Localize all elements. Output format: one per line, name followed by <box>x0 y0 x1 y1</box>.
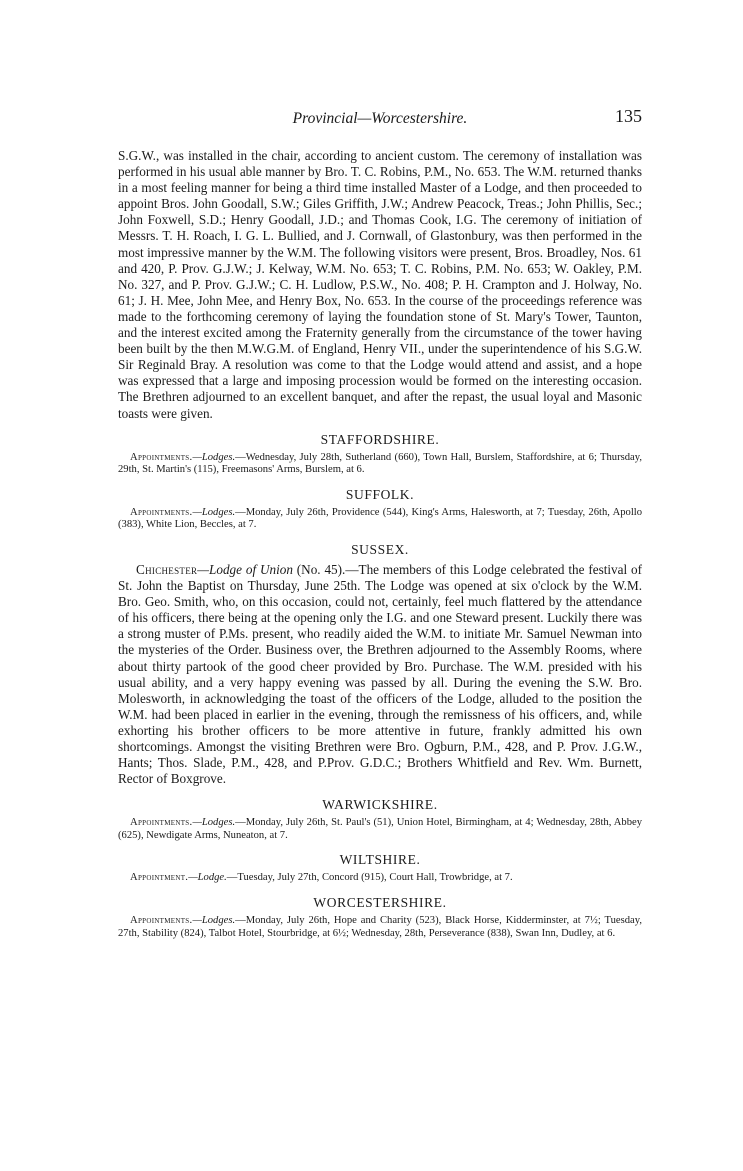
appointments-lead: Appointment. <box>130 872 189 884</box>
heading-suffolk: SUFFOLK. <box>345 486 415 502</box>
appointments-lead: Appointments. <box>130 506 193 518</box>
heading-staffordshire: STAFFORDSHIRE. <box>320 431 440 447</box>
heading-sussex: SUSSEX. <box>351 541 409 557</box>
lodges-label: —Lodges. <box>192 451 236 463</box>
sussex-report <box>118 562 642 787</box>
appointments-text: —Monday, July 26th, Providence (544), King's Arms, Halesworth, at 7; Tuesday, 26th, Apollo (383), White Lion, Beccles, at 7. <box>118 506 642 531</box>
suffolk-appointments <box>118 507 642 532</box>
heading-wiltshire: WILTSHIRE. <box>339 852 421 868</box>
heading-worcestershire: WORCESTERSHIRE. <box>313 895 447 911</box>
appointments-text: —Wednesday, July 28th, Sutherland (660), Town Hall, Burslem, Staffordshire, at 6; Thursday, 29th, St. Martin's (115), Freemasons' Arms, Burslem, at 6. <box>118 451 642 476</box>
appointments-lead: Appointments. <box>130 817 193 829</box>
report-lead: Chichester <box>136 561 198 577</box>
appointments-text: —Tuesday, July 27th, Concord (915), Court Hall, Trowbridge, at 7. <box>226 872 513 884</box>
lodge-label: —Lodge. <box>188 872 227 884</box>
worcestershire-appointments <box>118 915 642 940</box>
lodge-name: —Lodge of Union <box>197 561 293 577</box>
wiltshire-appointments <box>118 872 642 885</box>
lodges-label: —Lodges. <box>192 817 236 829</box>
heading-warwickshire: WARWICKSHIRE. <box>322 797 438 813</box>
report-text: (No. 45).—The members of this Lodge celebrated the festival of St. John the Baptist on Thursday, June 25th. The Lodge was opened at six o'clock by the W.M. Bro. Geo. Smith, who, on this occasion, could not, certainly, feel much flattered by the attendance of his officers, there being at the opening only the I.G. and one Steward present. Luckily there was a strong muster of P.Ms. present, who readily aided the W.M. to initiate Mr. Samuel Newman into the mysteries of the Order. Business over, the Brethren adjourned to the Assembly Rooms, where about thirty partook of the good cheer provided by Bro. Purchase. The W.M. presided with his usual ability, and a very happy evening was passed by all. During the evening the S.W. Bro. Molesworth, in acknowledging the toast of the officers of the Lodge, alluded to the position the W.M. had been placed in earlier in the evening, through the remissness of his officers, and, while exhorting his brother officers to be more attentive in future, frankly admitted his own shortcomings. Amongst the visiting Brethren were Bro. Ogburn, P.M., 428, and P. Prov. J.G.W., Hants; Thos. Slade, P.M., 428, and P.Prov. G.D.C.; Brothers Whitfield and Rev. Wm. Burnett, Rector of Boxgrove. <box>118 561 643 787</box>
page-header <box>118 106 642 132</box>
appointments-text: —Monday, July 26th, St. Paul's (51), Union Hotel, Birmingham, at 4; Wednesday, 28th, Abbey (625), Newdigate Arms, Nuneaton, at 7. <box>118 817 642 841</box>
running-head: Provincial—Worcestershire. <box>292 110 468 127</box>
warwickshire-appointments <box>118 817 642 842</box>
article-body <box>118 148 642 940</box>
staffordshire-appointments <box>118 452 642 477</box>
lodges-label: —Lodges. <box>192 506 236 518</box>
intro-paragraph: S.G.W., was installed in the chair, according to ancient custom. The ceremony of installation was performed in his usual able manner by Bro. T. C. Robins, P.M., No. 653. The W.M. returned thanks in a most feeling manner for being a third time installed Master of a Lodge, and then proceeded to appoint Bros. John Goodall, S.W.; Giles Griffith, J.W.; Andrew Peacock, Treas.; John Phillis, Sec.; John Foxwell, S.D.; Henry Goodall, J.D.; and Thomas Cook, I.G. The ceremony of initiation of Messrs. T. H. Roach, I. G. L. Bullied, and J. Cornwall, of Glastonbury, was then performed in the most impressive manner by the W.M. The following visitors were present, Bros. Broadley, Nos. 61 and 420, P. Prov. G.J.W.; J. Kelway, W.M. No. 653; T. C. Robins, P.M. No. 653; W. Oakley, P.M. No. 327, and P. Prov. G.J.W.; C. H. Ludlow, P.S.W., No. 408; P. H. Crampton and J. Holway, No. 61; J. H. Mee, John Mee, and Henry Box, No. 653. In the course of the proceedings reference was made to the forthcoming ceremony of laying the foundation stone of St. Mary's Tower, Taunton, and the interest excited among the Fraternity generally from the circumstance of the tower having been built by the then M.W.G.M. of England, Henry VII., under the superintendence of his S.G.W. Sir Reginald Bray. A resolution was come to that the Lodge would attend and assist, and a hope was expressed that a large and imposing procession would be formed on the interesting occasion. The Brethren adjourned to an excellent banquet, and after the repast, the usual loyal and Masonic toasts were given. <box>118 148 642 421</box>
page-number: 135 <box>615 106 642 126</box>
appointments-text: —Monday, July 26th, Hope and Charity (523), Black Horse, Kidderminster, at 7½; Tuesday, 27th, Stability (824), Talbot Hotel, Stourbridge, at 6½; Wednesday, 28th, Perseverance (838), Swan Inn, Dudley, at 6. <box>118 915 642 939</box>
lodges-label: —Lodges. <box>192 915 236 927</box>
appointments-lead: Appointments. <box>130 915 193 927</box>
appointments-lead: Appointments. <box>130 451 193 463</box>
